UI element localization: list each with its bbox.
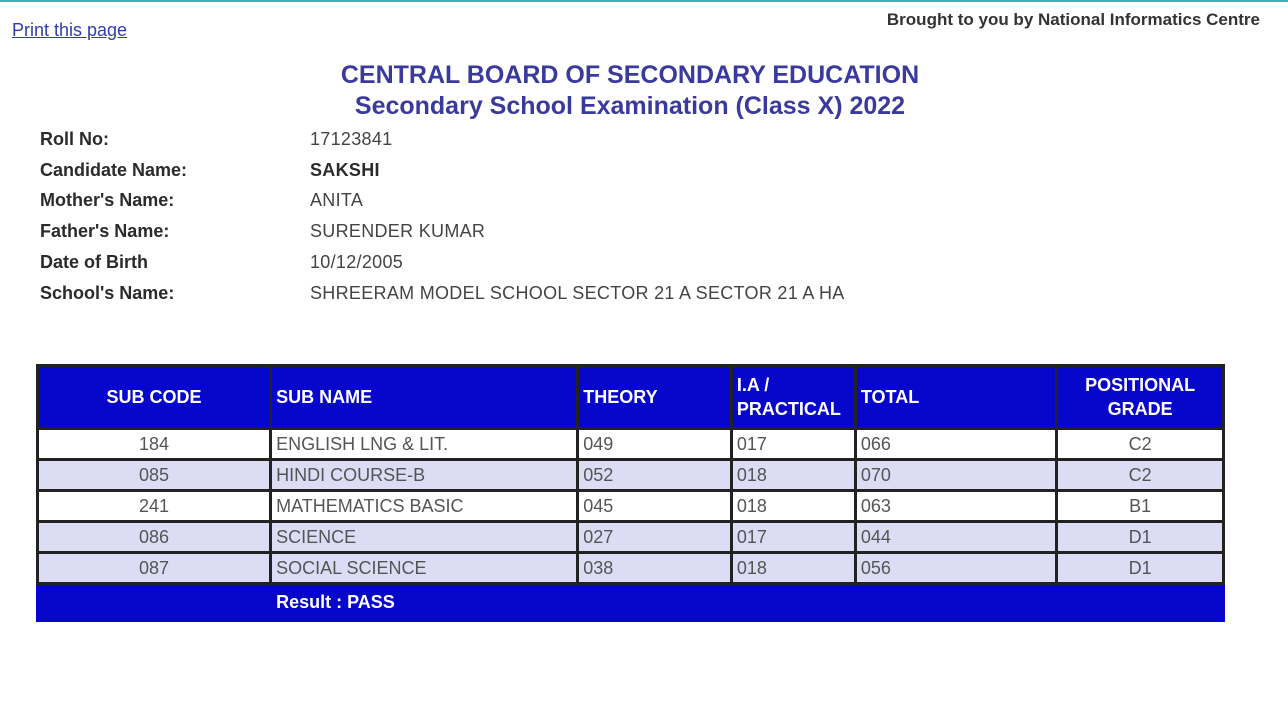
table-row <box>38 429 1224 460</box>
father-name-value: SURENDER KUMAR <box>310 221 486 242</box>
sub-code-cell: 184 <box>38 429 271 460</box>
info-row-school <box>40 278 845 309</box>
top-accent-rule <box>0 0 1288 2</box>
board-title: CENTRAL BOARD OF SECONDARY EDUCATION <box>340 61 920 89</box>
total-cell: 070 <box>855 460 1056 491</box>
mother-name-label: Mother's Name: <box>40 190 175 211</box>
info-row-mother <box>40 186 845 217</box>
roll-label: Roll No: <box>40 128 109 149</box>
theory-cell: 049 <box>578 429 732 460</box>
theory-cell: 052 <box>578 460 732 491</box>
marks-header-row <box>38 366 1224 429</box>
sub-code-cell: 241 <box>38 491 271 522</box>
father-name-label: Father's Name: <box>40 221 170 242</box>
grade-cell: C2 <box>1057 460 1224 491</box>
col-header-theory: THEORY <box>578 366 732 429</box>
grade-cell: B1 <box>1057 491 1224 522</box>
table-row <box>38 491 1224 522</box>
theory-cell: 045 <box>578 491 732 522</box>
table-row <box>38 553 1224 584</box>
total-cell: 066 <box>855 429 1056 460</box>
practical-cell: 017 <box>731 429 855 460</box>
print-page-link[interactable]: Print this page <box>12 20 128 40</box>
practical-cell: 017 <box>731 522 855 553</box>
sub-code-cell: 086 <box>38 522 271 553</box>
col-header-practical-line1: I.A / <box>736 375 770 395</box>
info-row-father <box>40 216 845 247</box>
sub-name-cell: MATHEMATICS BASIC <box>271 491 578 522</box>
table-row <box>38 460 1224 491</box>
mother-name-value: ANITA <box>310 190 364 211</box>
info-row-roll <box>40 124 845 155</box>
candidate-name-label: Candidate Name: <box>40 159 188 180</box>
practical-cell: 018 <box>731 491 855 522</box>
grade-cell: C2 <box>1057 429 1224 460</box>
practical-cell: 018 <box>731 553 855 584</box>
roll-value: 17123841 <box>310 128 393 149</box>
theory-cell: 038 <box>578 553 732 584</box>
grade-cell: D1 <box>1057 522 1224 553</box>
candidate-info <box>40 124 845 309</box>
sub-name-cell: SOCIAL SCIENCE <box>271 553 578 584</box>
sub-name-cell: SCIENCE <box>271 522 578 553</box>
col-header-practical <box>731 366 855 429</box>
school-name-label: School's Name: <box>40 282 175 303</box>
school-name-value: SHREERAM MODEL SCHOOL SECTOR 21 A SECTOR 21 A HA <box>310 282 845 303</box>
total-cell: 063 <box>855 491 1056 522</box>
practical-cell: 018 <box>731 460 855 491</box>
col-header-grade <box>1057 366 1224 429</box>
col-header-grade-line1: POSITIONAL <box>1085 375 1196 395</box>
info-row-dob <box>40 247 845 278</box>
info-row-name <box>40 155 845 186</box>
sub-name-cell: ENGLISH LNG & LIT. <box>271 429 578 460</box>
col-header-grade-line2: GRADE <box>1107 399 1173 419</box>
sub-name-cell: HINDI COURSE-B <box>271 460 578 491</box>
sub-code-cell: 085 <box>38 460 271 491</box>
col-header-sub-name: SUB NAME <box>271 366 578 429</box>
dob-label: Date of Birth <box>40 252 148 273</box>
marks-table <box>36 364 1225 622</box>
page-header <box>0 60 1260 122</box>
result-row <box>38 584 1224 621</box>
total-cell: 044 <box>855 522 1056 553</box>
col-header-sub-code: SUB CODE <box>38 366 271 429</box>
dob-value: 10/12/2005 <box>310 252 404 273</box>
grade-cell: D1 <box>1057 553 1224 584</box>
theory-cell: 027 <box>578 522 732 553</box>
result-status: Result : PASS <box>271 584 1224 621</box>
result-spacer-cell <box>38 584 271 621</box>
total-cell: 056 <box>855 553 1056 584</box>
col-header-practical-line2: PRACTICAL <box>736 399 841 419</box>
nic-credit: Brought to you by National Informatics Centre <box>886 10 1260 29</box>
col-header-total: TOTAL <box>855 366 1056 429</box>
exam-title: Secondary School Examination (Class X) 2022 <box>354 92 906 120</box>
table-row <box>38 522 1224 553</box>
candidate-name-value: SAKSHI <box>310 159 380 180</box>
sub-code-cell: 087 <box>38 553 271 584</box>
